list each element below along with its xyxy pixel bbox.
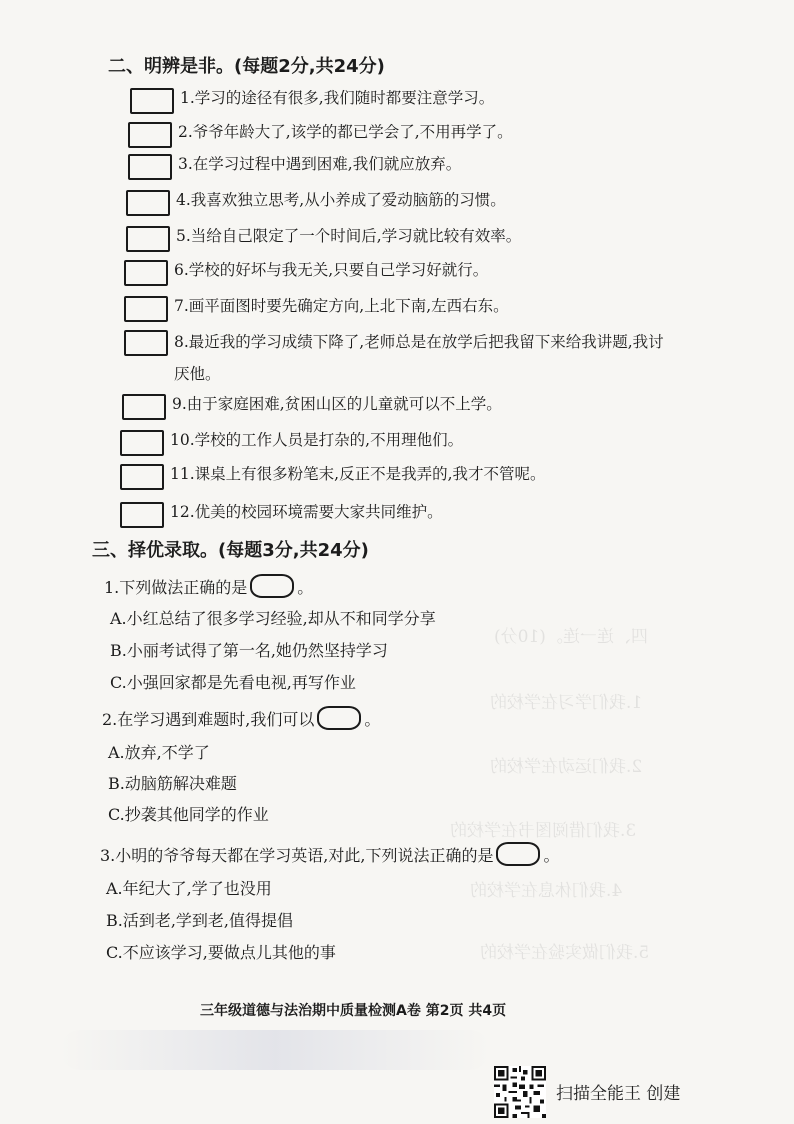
question-2-stem [102, 706, 380, 730]
answer-box[interactable] [124, 296, 168, 322]
tf-item-text: 10.学校的工作人员是打杂的,不用理他们。 [170, 431, 464, 449]
option-b: B.活到老,学到老,值得提倡 [106, 911, 294, 930]
option-a: A.小红总结了很多学习经验,却从不和同学分享 [110, 609, 436, 628]
tf-item-6 [124, 260, 488, 286]
tf-item-text: 3.在学习过程中遇到困难,我们就应放弃。 [178, 155, 462, 173]
section-2-title: 二、明辨是非。(每题2分,共24分) [108, 56, 385, 77]
answer-box[interactable] [124, 330, 168, 356]
option-b: B.动脑筋解决难题 [108, 774, 237, 793]
question-3-stem [100, 842, 559, 866]
tf-item-text: 11.课桌上有很多粉笔末,反正不是我弄的,我才不管呢。 [170, 465, 546, 483]
tf-item-text: 2.爷爷年龄大了,该学的都已学会了,不用再学了。 [178, 123, 513, 141]
tf-item-2 [128, 122, 513, 148]
scanner-watermark: 扫描全能王 创建 [556, 1084, 681, 1104]
answer-box[interactable] [126, 190, 170, 216]
tf-item-8 [124, 330, 674, 390]
tf-item-text: 7.画平面图时要先确定方向,上北下南,左西右东。 [174, 297, 509, 315]
scan-smudge [60, 1030, 490, 1070]
question-stem-end: 。 [543, 845, 560, 865]
tf-item-10 [120, 430, 463, 456]
bleed-through-line: 2.我们运动在学校的 [490, 757, 643, 777]
page-footer: 三年级道德与法治期中质量检测A卷 第2页 共4页 [200, 1003, 507, 1019]
answer-box[interactable] [120, 464, 164, 490]
tf-item-11 [120, 464, 546, 490]
question-stem-text: 2.在学习遇到难题时,我们可以 [102, 709, 315, 729]
answer-box[interactable] [128, 122, 172, 148]
answer-blank[interactable] [496, 842, 540, 866]
bleed-through-line: 4.我们休息在学校的 [470, 881, 623, 901]
tf-item-9 [122, 394, 502, 420]
answer-box[interactable] [128, 154, 172, 180]
option-c: C.抄袭其他同学的作业 [108, 805, 269, 824]
answer-box[interactable] [130, 88, 174, 114]
answer-blank[interactable] [250, 574, 294, 598]
option-c: C.不应该学习,要做点儿其他的事 [106, 943, 336, 962]
tf-item-5 [126, 226, 521, 252]
section-3-title: 三、择优录取。(每题3分,共24分) [92, 540, 369, 561]
tf-item-text: 6.学校的好坏与我无关,只要自己学习好就行。 [174, 261, 489, 279]
tf-item-1 [130, 88, 494, 114]
qr-code-icon [494, 1066, 546, 1118]
answer-box[interactable] [120, 502, 164, 528]
question-stem-text: 1.下列做法正确的是 [104, 577, 248, 597]
tf-item-text: 1.学习的途径有很多,我们随时都要注意学习。 [180, 89, 495, 107]
option-a: A.放弃,不学了 [108, 743, 210, 762]
question-1-stem [104, 574, 313, 598]
tf-item-text: 8.最近我的学习成绩下降了,老师总是在放学后把我留下来给我讲题,我讨厌他。 [174, 333, 664, 383]
option-c: C.小强回家都是先看电视,再写作业 [110, 673, 356, 692]
tf-item-12 [120, 502, 443, 528]
tf-item-4 [126, 190, 506, 216]
bleed-through-heading: 四、连一连。(10分) [494, 627, 648, 647]
question-stem-text: 3.小明的爷爷每天都在学习英语,对此,下列说法正确的是 [100, 845, 494, 865]
answer-box[interactable] [120, 430, 164, 456]
answer-box[interactable] [122, 394, 166, 420]
bleed-through-line: 3.我们借阅图书在学校的 [450, 821, 637, 841]
answer-box[interactable] [126, 226, 170, 252]
option-a: A.年纪大了,学了也没用 [106, 879, 272, 898]
answer-blank[interactable] [317, 706, 361, 730]
question-stem-end: 。 [364, 709, 381, 729]
question-stem-end: 。 [297, 577, 314, 597]
tf-item-text: 5.当给自己限定了一个时间后,学习就比较有效率。 [176, 227, 522, 245]
tf-item-text: 9.由于家庭困难,贫困山区的儿童就可以不上学。 [172, 395, 502, 413]
tf-item-text: 12.优美的校园环境需要大家共同维护。 [170, 503, 443, 521]
tf-item-text: 4.我喜欢独立思考,从小养成了爱动脑筋的习惯。 [176, 191, 506, 209]
bleed-through-line: 1.我们学习在学校的 [490, 693, 643, 713]
bleed-through-line: 5.我们做实验在学校的 [480, 943, 650, 963]
tf-item-3 [128, 154, 461, 180]
answer-box[interactable] [124, 260, 168, 286]
tf-item-7 [124, 296, 509, 322]
option-b: B.小丽考试得了第一名,她仍然坚持学习 [110, 641, 388, 660]
